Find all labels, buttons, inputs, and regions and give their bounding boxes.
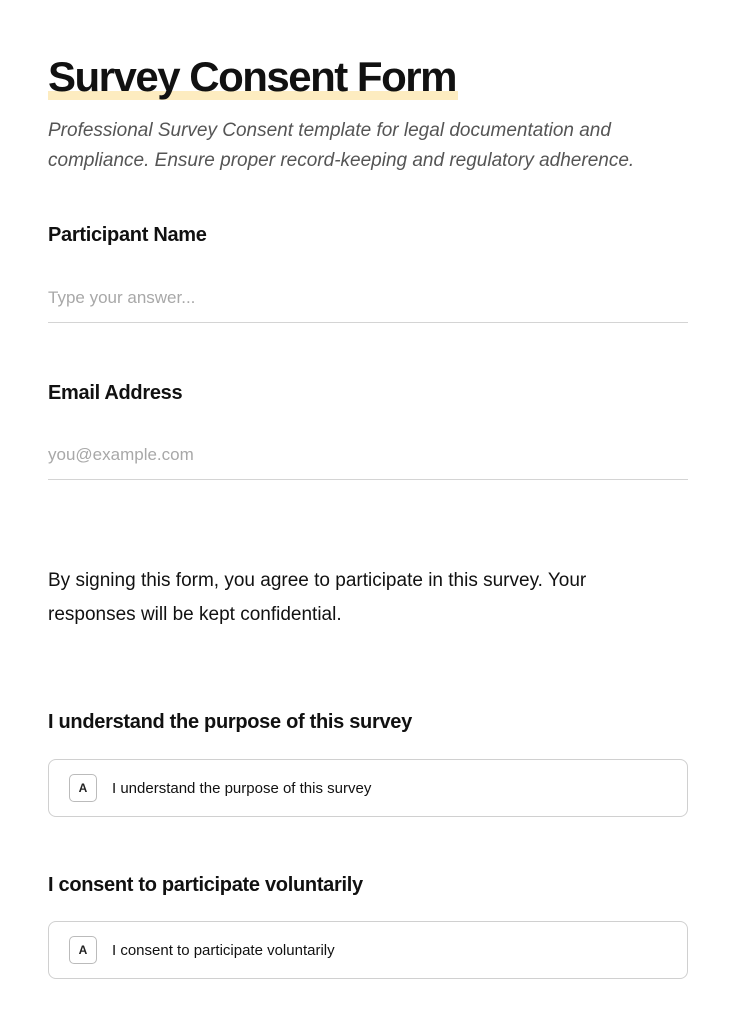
participant-name-input[interactable]	[48, 288, 688, 323]
question-purpose-label: I understand the purpose of this survey	[48, 711, 412, 733]
page-title: Survey Consent Form	[48, 53, 456, 100]
participant-name-label: Participant Name	[48, 224, 207, 246]
option-understand-purpose[interactable]	[48, 759, 688, 817]
question-consent-label: I consent to participate voluntarily	[48, 874, 363, 896]
option-key-badge: A	[69, 774, 97, 802]
option-consent-voluntarily[interactable]	[48, 921, 688, 979]
option-key-badge: A	[69, 936, 97, 964]
email-address-input[interactable]	[48, 445, 688, 480]
option-label: I understand the purpose of this survey	[112, 779, 372, 797]
consent-statement: By signing this form, you agree to participate in this survey. Your responses will be kept confidential.	[48, 570, 587, 625]
page-subtitle: Professional Survey Consent template for legal documentation and compliance. Ensure proper record-keeping and regulatory adherence.	[48, 120, 635, 171]
email-address-label: Email Address	[48, 382, 183, 404]
option-label: I consent to participate voluntarily	[112, 941, 335, 959]
